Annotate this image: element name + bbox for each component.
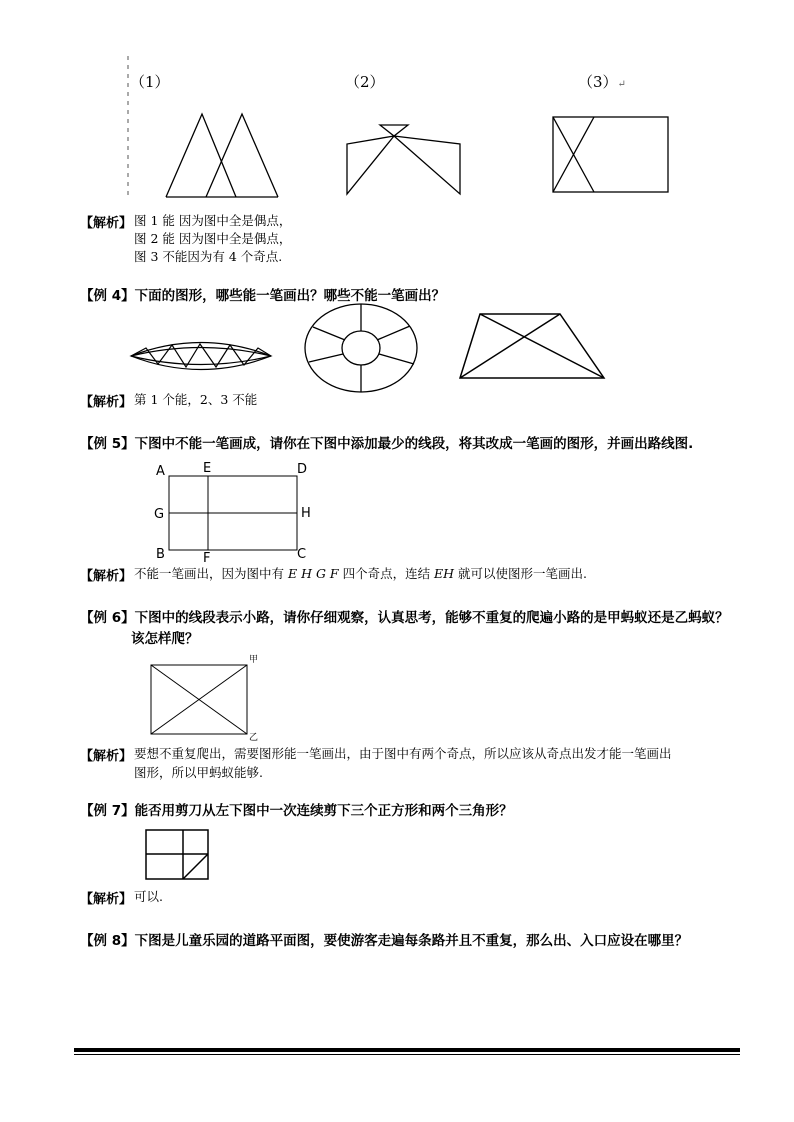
example-8-tag: 【例 8】 bbox=[80, 933, 135, 949]
analysis-tag-4: 【解析】 bbox=[80, 395, 133, 410]
analysis-tag-5: 【解析】 bbox=[80, 569, 133, 584]
analysis-6-line-1: 要想不重复爬出，需要图形能一笔画出，由于图中有两个奇点，所以应该从奇点出发才能一笔画出 bbox=[134, 746, 672, 761]
example-4-figure-trapezoid bbox=[458, 312, 608, 382]
example-4-figure-lens bbox=[128, 331, 278, 381]
example-6-heading bbox=[80, 606, 729, 626]
example-5-tag: 【例 5】 bbox=[80, 436, 135, 452]
analysis-7-text: 可以. bbox=[134, 889, 163, 904]
figure-label-3 bbox=[578, 71, 626, 92]
paragraph-mark: ↵ bbox=[617, 79, 626, 90]
example-6-line-1: 下图中的线段表示小路，请你仔细观察，认真思考，能够不重复的爬遍小路的是甲蚂蚁还是乙蚂蚁？ bbox=[134, 610, 729, 626]
analysis-5-segment: EH bbox=[434, 566, 455, 581]
analysis-1-line-2: 图 2 能 因为图中全是偶点， bbox=[134, 231, 292, 246]
point-label-g: G bbox=[154, 507, 165, 522]
example-5-figure-grid bbox=[150, 460, 330, 570]
point-label-e: E bbox=[203, 461, 212, 476]
example-5-heading bbox=[80, 432, 693, 452]
point-label-a: A bbox=[156, 464, 165, 479]
footer-rule-thin bbox=[74, 1054, 740, 1055]
analysis-5-text bbox=[134, 565, 587, 583]
figure-2-bow bbox=[346, 124, 466, 199]
figure-label-3-text: （3） bbox=[578, 73, 618, 91]
example-4-tag: 【例 4】 bbox=[80, 288, 135, 304]
example-8-text: 下图是儿童乐园的道路平面图，要使游客走遍每条路并且不重复，那么出、入口应设在哪里？ bbox=[134, 933, 689, 949]
figure-1-triangles bbox=[162, 110, 292, 200]
example-5-text: 下图中不能一笔画成，请你在下图中添加最少的线段，将其改成一笔画的图形，并画出路线图. bbox=[134, 436, 694, 452]
example-4-heading bbox=[80, 284, 445, 304]
figure-3-rect-cross bbox=[552, 116, 672, 196]
example-4-text: 下面的图形，哪些能一笔画出？哪些不能一笔画出？ bbox=[134, 288, 446, 304]
analysis-tag-1: 【解析】 bbox=[80, 216, 133, 231]
point-label-b: B bbox=[156, 547, 165, 562]
analysis-1-line-1: 图 1 能 因为图中全是偶点， bbox=[134, 213, 292, 228]
example-4-figure-ring bbox=[302, 302, 422, 397]
example-6-line-2: 该怎样爬？ bbox=[131, 631, 199, 647]
example-8-heading bbox=[80, 929, 688, 949]
analysis-tag-7: 【解析】 bbox=[80, 892, 133, 907]
ant-label-jia: 甲 bbox=[249, 655, 259, 665]
figure-label-1: （1） bbox=[130, 73, 170, 91]
point-label-f: F bbox=[203, 551, 211, 566]
analysis-tag-6: 【解析】 bbox=[80, 749, 133, 764]
example-7-text: 能否用剪刀从左下图中一次连续剪下三个正方形和两个三角形？ bbox=[134, 803, 513, 819]
analysis-1-line-3: 图 3 不能因为有 4 个奇点. bbox=[134, 249, 283, 264]
example-7-tag: 【例 7】 bbox=[80, 803, 135, 819]
analysis-5-pre: 不能一笔画出，因为图中有 bbox=[134, 566, 288, 581]
figure-label-2: （2） bbox=[345, 73, 385, 91]
analysis-6-line-2: 图形，所以甲蚂蚁能够. bbox=[134, 765, 263, 780]
example-7-heading bbox=[80, 799, 513, 819]
point-label-h: H bbox=[301, 506, 311, 521]
footer-rule-thick bbox=[74, 1048, 740, 1052]
analysis-4-text: 第 1 个能，2、3 不能 bbox=[134, 392, 258, 407]
analysis-5-mid: 四个奇点，连结 bbox=[338, 566, 435, 581]
analysis-5-points: E H G F bbox=[287, 566, 339, 581]
point-label-d: D bbox=[297, 462, 308, 477]
ant-label-yi: 乙 bbox=[249, 733, 259, 743]
example-7-figure-squares bbox=[144, 828, 214, 883]
analysis-5-post: 就可以使图形一笔画出. bbox=[454, 566, 588, 581]
example-6-tag: 【例 6】 bbox=[80, 610, 135, 626]
point-label-c: C bbox=[297, 547, 307, 562]
example-6-figure-paths bbox=[148, 652, 268, 742]
